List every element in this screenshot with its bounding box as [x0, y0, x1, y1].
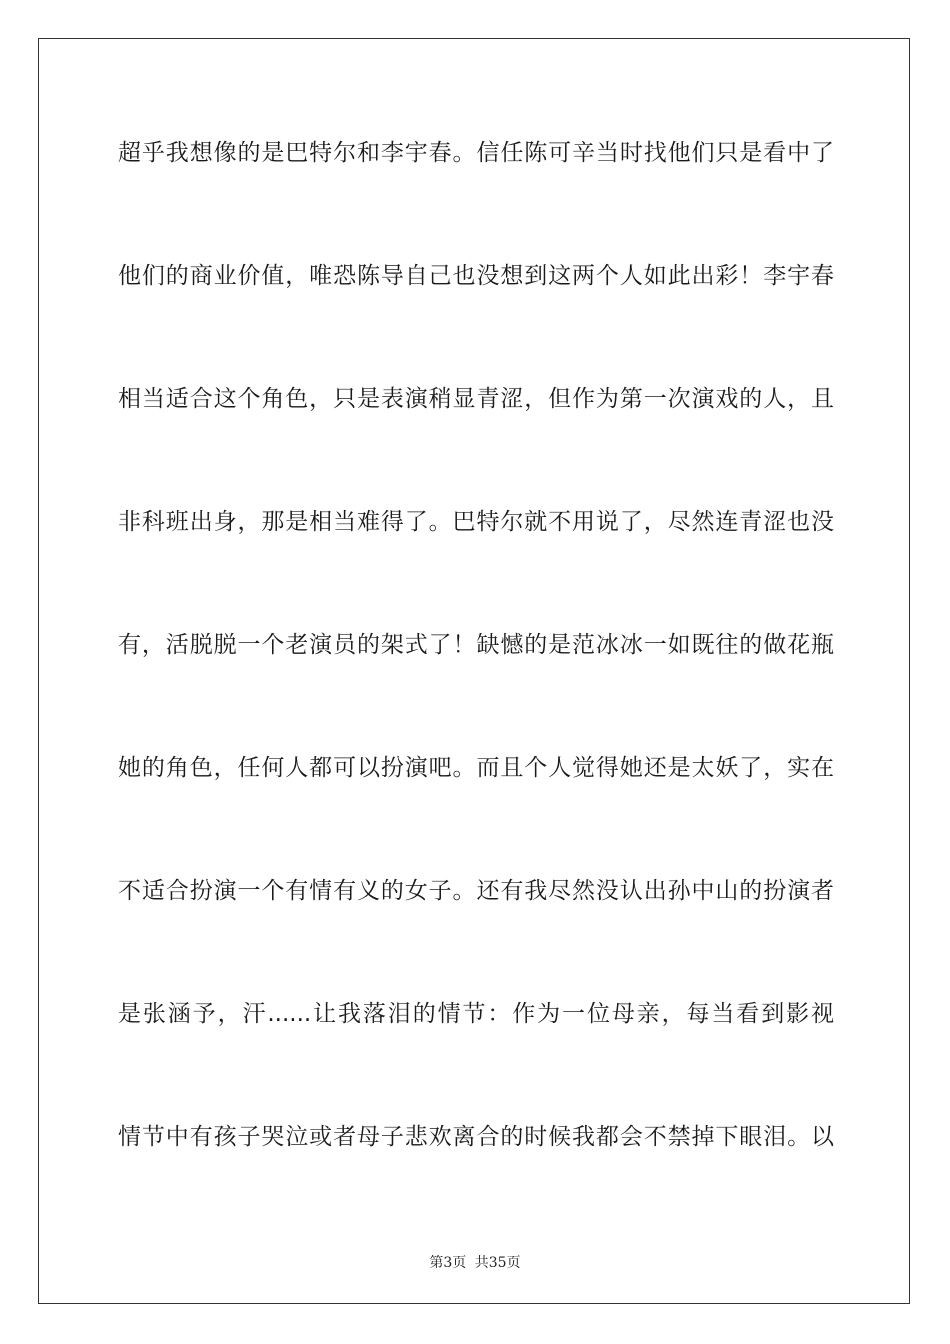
page-number: 第3页 [429, 1255, 467, 1271]
body-line-6: 她的角色，任何人都可以扮演吧。而且个人觉得她还是太妖了，实在 [118, 755, 834, 781]
body-line-2: 他们的商业价值，唯恐陈导自己也没想到这两个人如此出彩！李宇春 [118, 263, 834, 289]
body-line-3: 相当适合这个角色，只是表演稍显青涩，但作为第一次演戏的人，且 [118, 386, 834, 412]
body-line-9: 情节中有孩子哭泣或者母子悲欢离合的时候我都会不禁掉下眼泪。以 [118, 1124, 834, 1150]
page-border [38, 38, 910, 1304]
body-line-1: 超乎我想像的是巴特尔和李宇春。信任陈可辛当时找他们只是看中了 [118, 140, 834, 166]
total-pages: 共35页 [474, 1255, 521, 1271]
body-line-8: 是张涵予，汗......让我落泪的情节：作为一位母亲，每当看到影视 [118, 1001, 834, 1027]
body-line-4: 非科班出身，那是相当难得了。巴特尔就不用说了，尽然连青涩也没 [118, 509, 834, 535]
body-line-5: 有，活脱脱一个老演员的架式了！缺憾的是范冰冰一如既往的做花瓶 [118, 632, 834, 658]
page-footer [0, 1252, 950, 1272]
body-line-7: 不适合扮演一个有情有义的女子。还有我尽然没认出孙中山的扮演者 [118, 878, 834, 904]
